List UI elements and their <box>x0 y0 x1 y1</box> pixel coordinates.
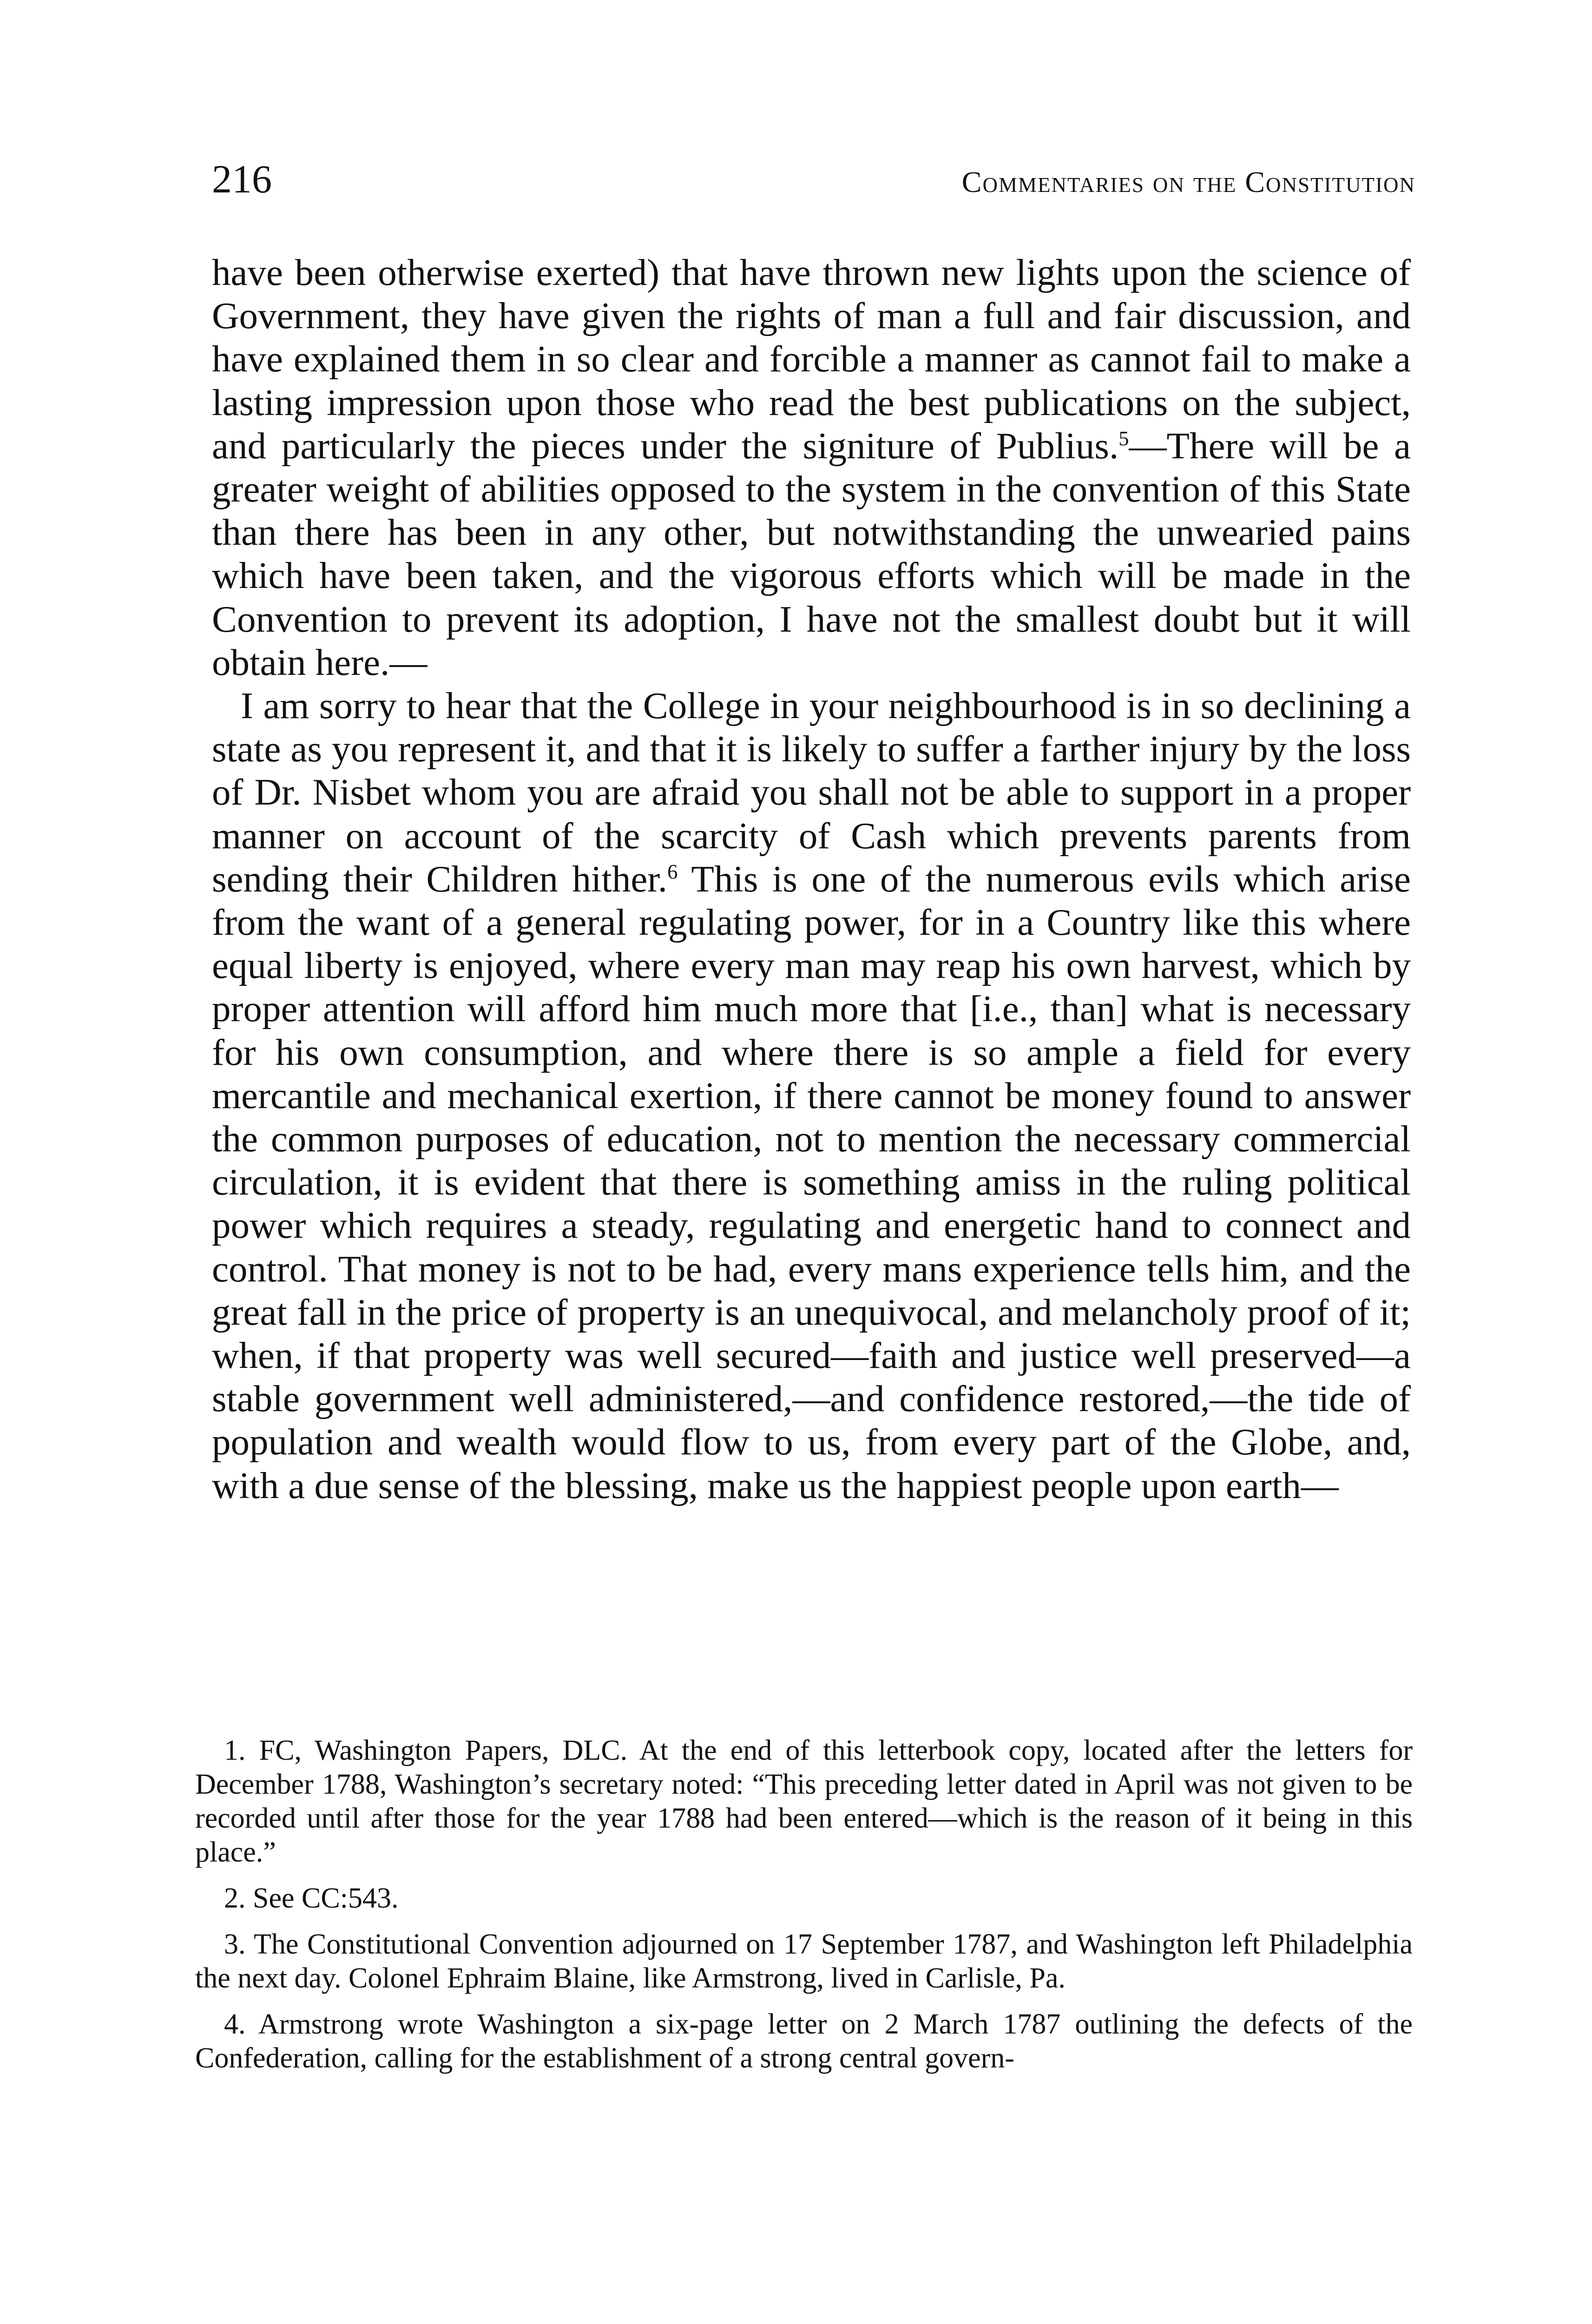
footnote-1: 1. FC, Washington Papers, DLC. At the end of this letterbook copy, located after the letters for December 1788, Washington’s secretary noted: “This preceding letter dated in April was not given to be recorded until after those for the year 1788 had been entered—which is the reason of it being in this place.” <box>195 1735 1413 1868</box>
footnote-ref-6: 6 <box>667 859 678 883</box>
footnote-3: 3. The Constitutional Convention adjourned on 17 September 1787, and Washington left Philadelphia the next day. Colonel Ephraim Blaine, like Armstrong, lived in Carlisle, Pa. <box>195 1928 1413 1994</box>
footnotes <box>195 1734 1413 2087</box>
body-text <box>212 251 1411 1507</box>
footnote-ref-5: 5 <box>1118 426 1129 450</box>
page-header <box>212 153 1415 214</box>
running-head: Commentaries on the Constitution <box>961 165 1415 198</box>
paragraph-continued <box>212 251 1411 684</box>
paragraph-2-text-b: This is one of the numerous evils which arise from the want of a general regulating power, for in a Country like this where equal liberty is enjoyed, where every man may reap his own harvest, which by proper attention will afford him much more that [i.e., than] what is necessary for his own consumption, and where there is so ample a field for every mercantile and mechanical exertion, if there cannot be money found to answer the common purposes of education, not to mention the necessary commercial circulation, it is evident that there is something amiss in the ruling political power which requires a steady, regulating and energetic hand to connect and control. That money is not to be had, every mans experience tells him, and the great fall in the price of property is an unequivocal, and melancholy proof of it; when, if that property was well secured—faith and justice well preserved—a stable government well administered,—and confidence restored,—the tide of population and wealth would flow to us, from every part of the Globe, and, with a due sense of the blessing, make us the happiest people upon earth— <box>212 858 1411 1506</box>
footnote-4: 4. Armstrong wrote Washington a six-page letter on 2 March 1787 outlining the defects of the Confederation, calling for the establishment of a strong central govern- <box>195 2008 1413 2074</box>
paragraph-2-text-a: I am sorry to hear that the College in your neighbourhood is in so declining a state as you represent it, and that it is likely to suffer a farther injury by the loss of Dr. Nisbet whom you are afraid you shall not be able to support in a proper manner on account of the scarcity of Cash which prevents parents from sending their Children hither. <box>212 685 1411 900</box>
paragraph-college <box>212 684 1411 1507</box>
paragraph-1-text-b: —There will be a greater weight of abilities opposed to the system in the convention of this State than there has been in any other, but notwithstanding the unwearied pains which have been taken, and the vigorous efforts which will be made in the Convention to prevent its adoption, I have not the smallest doubt but it will obtain here.— <box>212 424 1411 683</box>
paragraph-1-text-a: have been otherwise exerted) that have thrown new lights upon the science of Government, they have given the rights of man a full and fair discussion, and have explained them in so clear and forcible a manner as cannot fail to make a lasting impression upon those who read the best publications on the subject, and particularly the pieces under the signiture of Publius. <box>212 251 1411 467</box>
footnote-2: 2. See CC:543. <box>224 1882 399 1914</box>
page-number: 216 <box>212 157 272 201</box>
